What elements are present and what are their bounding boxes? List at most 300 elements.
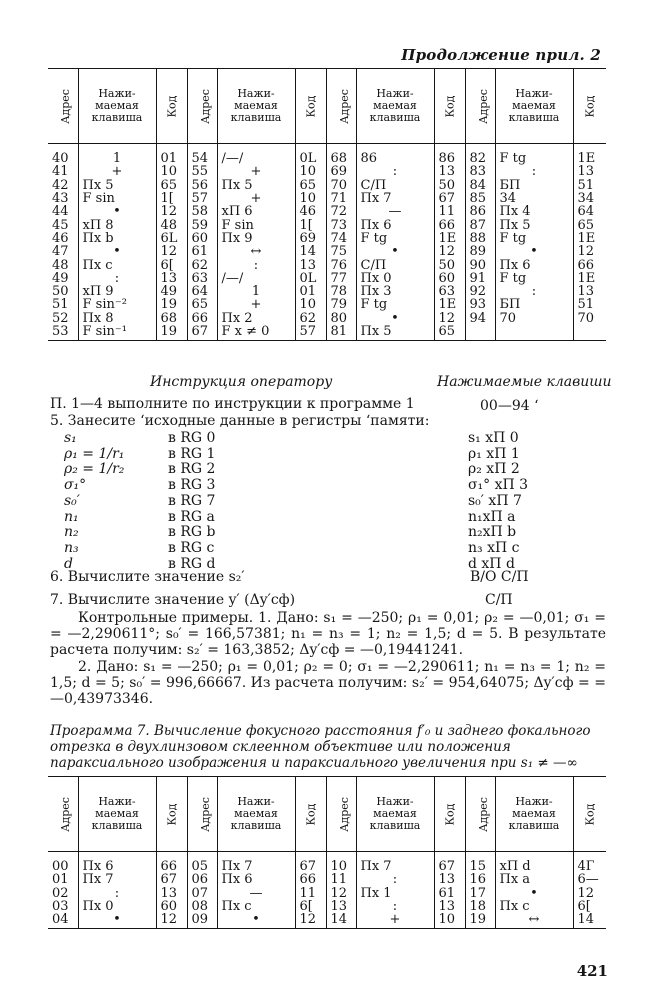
register-keys: d хП d [468,555,515,572]
key-cell: Пх 0 [78,900,156,913]
column-header-key: Нажи-маемая клавиша [356,69,434,144]
key-cell: : [495,285,573,298]
address-cell: 44 [52,205,69,219]
column-header-address: Адрес [465,69,495,144]
address-cell: 92 [465,285,495,298]
key-cell: : [356,873,434,886]
code-cell: 0L [295,272,326,285]
address-cell: 09 [187,913,217,929]
code-cell: 48 [156,218,187,231]
column-header-code: Код [156,777,187,852]
code-cell: 57 [295,325,326,341]
column-header-code: Код [295,69,326,144]
code-cell: 13 [573,285,606,298]
column-header-address: Адрес [187,69,217,144]
address-cell: 77 [326,272,356,285]
key-cell: — [356,205,434,218]
code-cell: 66 [573,258,606,271]
key-cell: • [78,205,156,218]
register-keys: s₀′ хП 7 [468,492,522,509]
key-cell: Пх 7 [78,873,156,886]
key-cell: Пх 6 [495,258,573,271]
code-cell: 65 [434,325,465,341]
key-cell: • [356,245,434,258]
register-keys: σ₁° хП 3 [468,477,529,494]
register-location: в RG b [168,524,216,541]
instruction-step-5: 5. Занесите ‘исходные данные в регистры ‘памяти: [50,413,430,429]
address-cell: 03 [52,899,69,914]
code-cell: 6[ [156,258,187,271]
register-location: в RG 3 [168,477,216,494]
address-cell: 52 [52,311,69,325]
address-cell: 45 [52,218,69,232]
key-cell: • [78,245,156,258]
key-cell: Пх 1 [356,887,434,900]
key-cell: + [217,298,295,311]
address-cell: 67 [187,325,217,341]
code-cell: 51 [573,179,606,192]
key-cell: 1 [78,144,156,166]
register-keys: ρ₁ хП 1 [468,445,520,462]
key-cell: Пх 5 [78,179,156,192]
program-table-continuation [48,68,606,341]
code-cell: 10 [295,192,326,205]
address-cell: 60 [187,232,217,245]
column-header-address: Адрес [187,777,217,852]
code-cell: 10 [295,165,326,178]
key-cell: : [217,258,295,271]
address-cell: 62 [187,258,217,271]
address-cell: 06 [187,873,217,886]
code-cell: 6— [573,873,606,886]
key-cell: • [356,312,434,325]
address-cell: 57 [187,192,217,205]
key-cell: : [495,165,573,178]
address-cell: 55 [187,165,217,178]
continuation-header: Продолжение прил. 2 [401,46,601,64]
register-variable: ρ₁ = 1/r₁ [64,445,125,462]
code-cell: 61 [434,887,465,900]
code-cell: 6[ [573,900,606,913]
key-cell: Пх с [78,258,156,271]
register-keys: ρ₂ хП 2 [468,461,520,478]
code-cell: 65 [573,218,606,231]
address-cell: 68 [326,144,356,166]
code-cell: 50 [434,258,465,271]
key-cell: F sin⁻² [78,298,156,311]
register-variable: s₀′ [64,492,80,509]
address-cell: 85 [465,192,495,205]
table-row [48,298,606,311]
code-cell: 14 [295,245,326,258]
key-cell: Пх 0 [356,272,434,285]
address-cell: 11 [326,873,356,886]
code-cell: 6[ [295,900,326,913]
key-cell: 70 [495,312,573,325]
table-row [48,218,606,231]
code-cell: 12 [156,205,187,218]
key-cell: F sin [78,192,156,205]
address-cell: 48 [52,258,69,272]
table-row [48,192,606,205]
code-cell: 67 [156,873,187,886]
address-cell: 71 [326,192,356,205]
address-cell: 53 [48,325,78,341]
code-cell: 1E [573,232,606,245]
address-cell: 15 [465,852,495,874]
register-variable: σ₁° [64,477,87,494]
key-cell: С/П [356,258,434,271]
key-cell: • [78,913,156,929]
table-row [48,873,606,886]
code-cell: 49 [156,285,187,298]
key-cell: ↔ [217,245,295,258]
code-cell: 67 [434,192,465,205]
instruction-step-6-keys: В/О С/П [470,569,529,585]
key-cell: Пх 9 [217,232,295,245]
address-cell: 59 [187,218,217,231]
address-cell: 79 [326,298,356,311]
column-header-key: Нажи-маемая клавиша [217,777,295,852]
code-cell: 13 [434,165,465,178]
code-cell: 11 [434,205,465,218]
register-variable: s₁ [64,430,77,446]
key-cell: Пх 5 [495,218,573,231]
key-cell: F sin⁻¹ [78,325,156,341]
code-cell: 6L [156,232,187,245]
code-cell: 10 [434,913,465,929]
code-cell: 19 [156,325,187,341]
column-header-address: Адрес [465,777,495,852]
address-cell: 94 [465,312,495,325]
key-cell: Пх 4 [495,205,573,218]
code-cell: 14 [573,913,606,929]
address-cell: 07 [187,887,217,900]
address-cell: 83 [465,165,495,178]
address-cell: 16 [465,873,495,886]
code-cell: 12 [295,913,326,929]
operator-instructions-title: Инструкция оператору [150,374,333,390]
key-cell: Пх с [217,900,295,913]
key-cell: Пх b [78,232,156,245]
column-header-code: Код [434,777,465,852]
register-variable: d [64,555,73,572]
key-cell: Пх 7 [217,852,295,874]
key-cell: Пх с [495,900,573,913]
column-header-key: Нажи-маемая клавиша [217,69,295,144]
key-cell: • [495,887,573,900]
code-cell: 01 [295,285,326,298]
column-header-address: Адрес [326,69,356,144]
code-cell: 19 [156,298,187,311]
register-location: в RG 2 [168,461,216,478]
table-row [48,900,606,913]
code-cell: 13 [434,900,465,913]
page-number: 421 [576,962,608,980]
key-cell: Пх 5 [356,325,434,341]
code-cell: 12 [156,913,187,929]
address-cell: 17 [465,887,495,900]
code-cell: 12 [573,887,606,900]
address-cell: 87 [465,218,495,231]
address-cell: 88 [465,232,495,245]
address-cell: 82 [465,144,495,166]
column-header-address: Адрес [48,69,78,144]
key-cell: + [78,165,156,178]
register-location: в RG 7 [168,492,216,509]
key-cell: С/П [356,179,434,192]
program-7-table [48,776,606,929]
key-cell: F tg [495,232,573,245]
code-cell: 62 [295,312,326,325]
code-cell: 1[ [295,218,326,231]
key-cell: ↔ [495,913,573,929]
register-location: в RG d [168,555,216,572]
address-cell: 70 [326,179,356,192]
key-cell: • [495,245,573,258]
address-cell: 81 [326,325,356,341]
key-cell: Пх a [495,873,573,886]
instruction-step-1-keys: 00—94 ‘ [480,398,539,414]
address-cell: 50 [52,284,69,299]
key-cell: БП [495,298,573,311]
address-cell: 75 [326,245,356,258]
address-cell: 90 [465,258,495,271]
table-row [48,913,606,929]
key-cell: : [78,272,156,285]
address-cell: 40 [52,151,69,166]
register-variable: n₂ [64,524,79,541]
address-cell: 76 [326,258,356,271]
instruction-step-1: П. 1—4 выполните по инструкции к программе 1 [50,396,415,412]
key-cell: /—/ [217,144,295,166]
column-header-key: Нажи-маемая клавиша [495,69,573,144]
address-cell: 51 [52,298,69,312]
code-cell: 86 [434,144,465,166]
code-cell: 66 [434,218,465,231]
address-cell: 19 [465,913,495,929]
key-cell: Пх 6 [356,218,434,231]
code-cell: 1E [434,232,465,245]
address-cell: 12 [326,887,356,900]
register-variable: ρ₂ = 1/r₂ [64,461,125,478]
address-cell: 54 [187,144,217,166]
column-header-key: Нажи-маемая клавиша [495,777,573,852]
address-cell: 91 [465,272,495,285]
code-cell: 13 [295,258,326,271]
program-7-caption: Программа 7. Вычисление фокусного расстояния f′₀ и заднего фокального отрезка в двухлинзовом склеенном объективе или положения параксиального изображения и параксиального увеличения при s₁ ≠ —∞ [50,723,591,771]
register-variable: n₃ [64,539,79,556]
register-location: в RG c [168,539,215,556]
code-cell: 13 [573,165,606,178]
column-header-code: Код [434,69,465,144]
key-cell: : [356,900,434,913]
key-cell: Пх 3 [356,285,434,298]
code-cell: 13 [434,873,465,886]
address-cell: 05 [187,852,217,874]
code-cell: 1E [573,272,606,285]
table-row [48,144,606,166]
table-row [48,232,606,245]
address-cell: 02 [52,886,69,900]
table-row [48,205,606,218]
code-cell: 11 [295,887,326,900]
register-keys: n₃ хП c [468,539,520,556]
table-row [48,887,606,900]
key-cell: F sin [217,218,295,231]
code-cell: 10 [295,298,326,311]
address-cell: 73 [326,218,356,231]
code-cell: 12 [573,245,606,258]
code-cell: 63 [434,285,465,298]
instruction-step-7: 7. Вычислите значение y′ (Δy′сф) [50,592,296,608]
register-location: в RG 0 [168,430,216,446]
code-cell: 1[ [156,192,187,205]
control-example-2: 2. Дано: s₁ = —250; ρ₁ = 0,01; ρ₂ = 0; σ₁ = —2,290611; n₁ = n₃ = 1; n₂ = 1,5; d = 5; s₀′ = 996,66667. Из расчета получим: s₂′ = 954,64075; Δy′сф = = —0,43973346. [50,659,606,707]
address-cell: 64 [187,285,217,298]
column-header-address: Адрес [48,777,78,852]
register-keys: n₂хП b [468,524,517,541]
key-cell: Пх 6 [78,852,156,874]
address-cell: 10 [326,852,356,874]
code-cell: 69 [295,232,326,245]
column-header-code: Код [295,777,326,852]
column-header-key: Нажи-маемая клавиша [78,69,156,144]
key-cell: хП d [495,852,573,874]
key-cell: + [217,192,295,205]
instruction-step-6: 6. Вычислите значение s₂′ [50,569,245,585]
code-cell: 68 [156,312,187,325]
code-cell: 13 [156,272,187,285]
address-cell: 01 [52,873,69,887]
address-cell: 86 [465,205,495,218]
code-cell: 60 [156,900,187,913]
address-cell: 58 [187,205,217,218]
address-cell: 65 [187,298,217,311]
key-cell: + [217,165,295,178]
column-header-code: Код [156,69,187,144]
code-cell: 12 [156,245,187,258]
address-cell: 93 [465,298,495,311]
code-cell: 4Г [573,852,606,874]
key-cell: F tg [356,298,434,311]
code-cell: 34 [573,192,606,205]
table-row [48,245,606,258]
address-cell: 46 [52,231,69,246]
key-cell: Пх 8 [78,312,156,325]
address-cell: 89 [465,245,495,258]
address-cell: 13 [326,900,356,913]
address-cell: 69 [326,165,356,178]
address-cell: 72 [326,205,356,218]
address-cell [465,325,495,341]
register-location: в RG a [168,508,215,525]
table-row [48,165,606,178]
code-cell: 70 [573,312,606,325]
key-cell: F tg [495,272,573,285]
address-cell: 56 [187,179,217,192]
key-cell: Пх 7 [356,192,434,205]
address-cell: 04 [48,913,78,929]
code-cell: 12 [434,312,465,325]
code-cell: 65 [156,179,187,192]
table-row [48,285,606,298]
register-keys: n₁хП a [468,508,516,525]
code-cell: 1E [573,144,606,166]
code-cell [573,325,606,341]
code-cell: 50 [434,179,465,192]
key-cell: F tg [356,232,434,245]
key-cell: F x ≠ 0 [217,325,295,341]
code-cell: 64 [573,205,606,218]
address-cell: 61 [187,245,217,258]
table-row [48,312,606,325]
table-row [48,179,606,192]
key-cell: хП 8 [78,218,156,231]
column-header-key: Нажи-маемая клавиша [356,777,434,852]
key-cell [495,325,573,341]
keys-column-title: Нажимаемые клавиши [437,374,612,390]
instruction-step-7-keys: С/П [485,592,513,608]
table-row [48,325,606,341]
code-cell: 67 [295,852,326,874]
address-cell: 42 [52,178,69,192]
code-cell: 13 [156,887,187,900]
address-cell: 66 [187,312,217,325]
register-variable: n₁ [64,508,79,525]
code-cell: 0L [295,144,326,166]
key-cell: хП 9 [78,285,156,298]
key-cell: Пх 2 [217,312,295,325]
key-cell: : [78,887,156,900]
address-cell: 18 [465,900,495,913]
key-cell: 34 [495,192,573,205]
code-cell: 1E [434,298,465,311]
code-cell: 66 [156,852,187,874]
code-cell: 46 [295,205,326,218]
table-row [48,852,606,874]
code-cell: 10 [156,165,187,178]
key-cell: 1 [217,285,295,298]
address-cell: 08 [187,900,217,913]
column-header-code: Код [573,69,606,144]
address-cell: 63 [187,272,217,285]
column-header-code: Код [573,777,606,852]
key-cell: — [217,887,295,900]
address-cell: 41 [52,165,69,179]
key-cell: Пх 5 [217,179,295,192]
control-example-1: Контрольные примеры. 1. Дано: s₁ = —250; ρ₁ = 0,01; ρ₂ = —0,01; σ₁ = = —2,290611°; s₀′ = 166,57381; n₁ = n₃ = 1; n₂ = 1,5; d = 5. В результате расчета получим: s₂′ = 163,3852; Δy′сф = —0,19441241. [50,610,606,658]
address-cell: 80 [326,312,356,325]
address-cell: 74 [326,232,356,245]
address-cell: 14 [326,913,356,929]
code-cell: 60 [434,272,465,285]
address-cell: 84 [465,179,495,192]
key-cell: + [356,913,434,929]
code-cell: 12 [434,245,465,258]
code-cell: 51 [573,298,606,311]
register-keys: s₁ хП 0 [468,430,519,446]
address-cell: 49 [52,271,69,285]
code-cell: 01 [156,144,187,166]
key-cell: : [356,165,434,178]
code-cell: 65 [295,179,326,192]
column-header-address: Адрес [326,777,356,852]
code-cell: 67 [434,852,465,874]
key-cell: /—/ [217,272,295,285]
key-cell: Пх 6 [217,873,295,886]
key-cell: 86 [356,144,434,166]
